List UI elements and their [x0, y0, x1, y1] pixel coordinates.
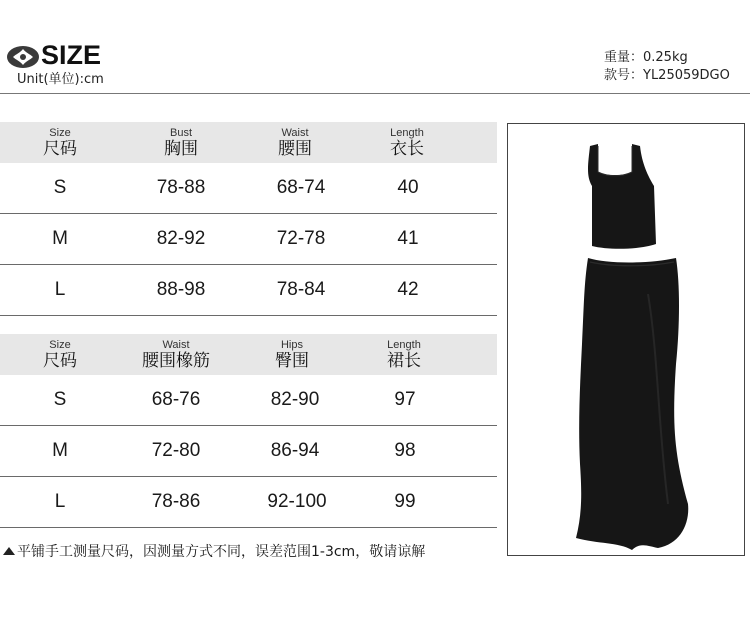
table-row	[0, 265, 497, 316]
triangle-icon	[3, 547, 15, 555]
cell-hips: 92-100	[267, 491, 327, 512]
table-row	[0, 375, 497, 426]
header-waist-elastic: Waist 腰围橡筋	[142, 339, 210, 371]
cell-waist: 78-86	[151, 491, 201, 512]
cell-length: 98	[394, 440, 416, 461]
header-bust: Bust 胸围	[164, 127, 198, 159]
cell-waist: 68-74	[276, 177, 326, 198]
cell-waist: 72-80	[151, 440, 201, 461]
unit-label: Unit(单位):cm	[17, 72, 104, 87]
header-size: Size 尺码	[43, 339, 77, 371]
style-number-label: 款号：YL25059DGO	[604, 68, 730, 83]
header-size: Size 尺码	[43, 127, 77, 159]
cell-size: S	[53, 389, 67, 410]
page-title: SIZE	[41, 40, 102, 70]
table-row	[0, 477, 497, 528]
cell-size: L	[54, 279, 66, 300]
table-header	[0, 122, 497, 163]
cell-bust: 78-88	[156, 177, 206, 198]
cell-size: S	[53, 177, 67, 198]
table-row	[0, 214, 497, 265]
header-divider	[0, 93, 750, 94]
maxi-skirt-shape	[576, 258, 688, 550]
header-waist: Waist 腰围	[278, 127, 312, 159]
cell-length: 40	[397, 177, 419, 198]
weight-label: 重量：0.25kg	[604, 50, 688, 65]
measurement-note	[3, 541, 425, 561]
cell-hips: 86-94	[270, 440, 320, 461]
table-header	[0, 334, 497, 375]
table-row	[0, 163, 497, 214]
cell-length: 42	[397, 279, 419, 300]
header-skirt-length: Length 裙长	[387, 339, 421, 371]
cell-waist: 72-78	[276, 228, 326, 249]
garment-illustration	[508, 124, 744, 555]
bottom-size-table	[0, 334, 497, 528]
cell-waist: 68-76	[151, 389, 201, 410]
brand-logo-icon	[6, 44, 40, 70]
cell-length: 99	[394, 491, 416, 512]
cell-size: M	[52, 228, 68, 249]
cell-length: 97	[394, 389, 416, 410]
cell-size: M	[52, 440, 68, 461]
header-hips: Hips 臀围	[275, 339, 309, 371]
cell-size: L	[54, 491, 66, 512]
product-photo	[507, 123, 745, 556]
cell-length: 41	[397, 228, 419, 249]
header-length: Length 衣长	[390, 127, 424, 159]
top-size-table	[0, 122, 497, 316]
table-row	[0, 426, 497, 477]
note-text: 平铺手工测量尺码，因测量方式不同，误差范围1-3cm，敬请谅解	[17, 544, 426, 560]
cell-hips: 82-90	[270, 389, 320, 410]
cell-bust: 82-92	[156, 228, 206, 249]
cell-bust: 88-98	[156, 279, 206, 300]
cell-waist: 78-84	[276, 279, 326, 300]
